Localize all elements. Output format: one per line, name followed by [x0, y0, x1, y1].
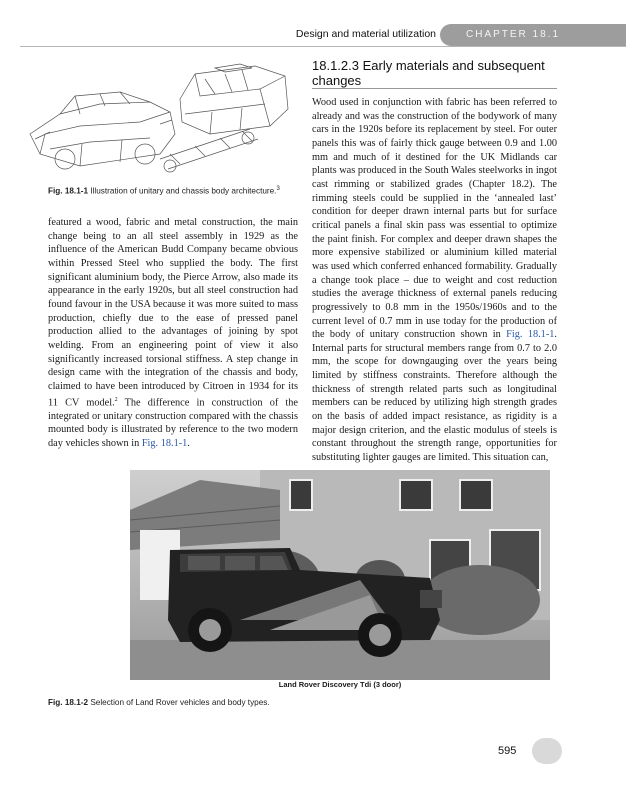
page-tab-marker: [532, 738, 562, 764]
left-paragraph-tail: The difference in construction of the integrated or unitary construction compared with the chassis mounted body is illustrated by reference to the two modern day vehicles shown in: [48, 396, 298, 449]
photo-caption: Land Rover Discovery Tdi (3 door): [278, 680, 402, 689]
right-column-text: [312, 96, 557, 465]
figure-1-caption: [48, 186, 308, 196]
figure-1-caption-text: Illustration of unitary and chassis body architecture.: [90, 186, 277, 196]
left-end-period: .: [187, 437, 190, 449]
left-paragraph: featured a wood, fabric and metal construction, the main change being to an all steel assembly in 1929 as the influence of the American Budd Company became obvious within Pressed Steel who supplied the body. The first significant aluminium body, the Pierce Arrow, also made its appearance in the early 1920s, but all steel construction had found favour in the USA because it was more suited to mass production, chiefly due to the ease of pressed panel production allied to the advantages of joining by spot welding. From an engineering point of view it also significantly increased torsional stiffness. A step change in design came with the integration of the chassis and body, claimed to have been introduced by Citroen in 1934 for its 11 CV model.: [48, 217, 298, 408]
section-heading: 18.1.2.3 Early materials and subsequent changes: [312, 58, 545, 88]
figure-1-label: Fig. 18.1-1: [48, 186, 89, 196]
chapter-label: CHAPTER 18.1: [466, 29, 561, 40]
figure-2-caption-text: Selection of Land Rover vehicles and body types.: [90, 698, 270, 707]
fig-18-1-1-link-left[interactable]: Fig. 18.1-1: [141, 437, 188, 449]
fig-18-1-1-link-right[interactable]: Fig. 18.1-1: [506, 329, 555, 341]
section-divider: [312, 88, 557, 89]
left-reference: 2: [114, 396, 118, 403]
chapter-tab: [440, 24, 626, 46]
left-column-text: [48, 216, 298, 451]
header-divider: [20, 46, 626, 47]
land-rover-discovery-photo: [130, 470, 550, 680]
figure-2-label: Fig. 18.1-2: [48, 698, 89, 707]
running-title: Design and material utilization: [295, 28, 436, 40]
body-architecture-illustration: [20, 54, 300, 179]
page-number: 595: [498, 745, 517, 757]
right-paragraph-a: Wood used in conjunction with fabric has been referred to already and was the construction of the bodywork of many cars in the 1920s before its replacement by steel. For outer panels this was of fairly thick gauge between 0.9 and 1.00 mm and much of it destined for the UK Midlands car plants was produced in the South Wales steelworks in ingot cast rimming or stabilized grades (Chapter 18.2). The rimming steels could be supplied in the ‘annealed last’ condition for deeper drawn internal parts but for surface critical panels a final skin pass was essential to optimize the paint finish. For complex and deeper drawn shapes the more expensive stabilized or aluminium killed material was used which conferred enhanced formability. Gradually a change took place – due to weight and cost reduction studies the average thickness of external panels reducing progressively to 0.8 mm in the 1950s/1960s and to the current level of 0.7 mm in use today for the production of the body of unitary construction shown in: [312, 97, 557, 341]
figure-2-caption: [48, 698, 448, 707]
running-header: [0, 24, 626, 46]
figure-1-reference: 3: [276, 186, 280, 192]
right-paragraph-b: . Internal parts for structural members range from 0.7 to 2.0 mm, the scope for downgauging over the years being limited by stiffness constraints. Therefore although the thickness of strength related parts such as longitudinal members can be reduced by utilizing high strength grades on the basis of added impact resistance, as rigidity is a major design criterion, and the elastic modulus of steels is constant throughout the strength range, opportunities for substituting lighter gauges are limited. This situation can,: [312, 329, 557, 464]
